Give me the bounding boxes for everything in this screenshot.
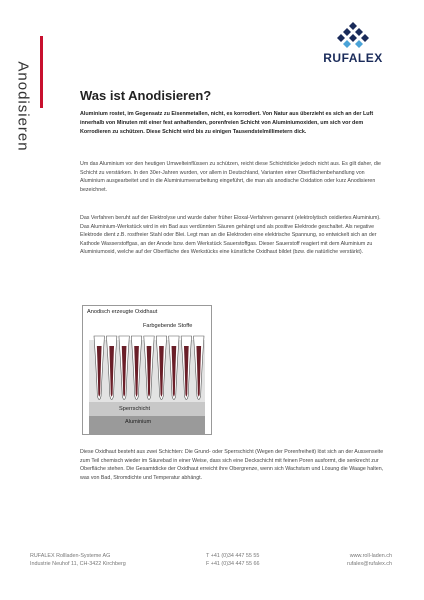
paragraph-3: Diese Oxidhaut besteht aus zwei Schichten: Die Grund- oder Sperrschicht (Wegen der Porenfreiheit) löst sich an der Aussenseite zum Teil chemisch wieder im Säurebad in einer Weise, dass sich eine Deckschicht mit feinen Poren ausformt, die senkrecht zur Oberfläche stehen. Die Gesamtdicke der Oxidhaut erreicht ihre Obergrenze, wenn sich Wachstum und Lösung die Waage halten, was von Bad, Stromdichte und Temperatur abhängt. (80, 449, 384, 481)
brand-name: RUFALEX (323, 51, 383, 65)
label-oxide-skin: Anodisch erzeugte Oxidhaut (87, 309, 158, 315)
footer-fax: F +41 (0)34 447 55 66 (206, 561, 260, 568)
page-title: Was ist Anodisieren? (80, 88, 212, 103)
lead-paragraph: Aluminium rostet, im Gegensatz zu Eisenmetallen, nicht, es korrodiert. Von Natur aus überzieht es sich an der Luft innerhalb von Minuten mit einer fest anhaftenden, porenfreien Schicht von Aluminiumoxiden, um sich vor dem Korrodieren zu schützen. Diese Schicht wird bis zu einigen Tausendstelmillimetern dick. (80, 111, 374, 135)
accent-bar (40, 36, 43, 108)
footer-contact (206, 552, 260, 569)
footer-phone: T +41 (0)34 447 55 55 (206, 553, 260, 559)
label-dyes: Farbgebende Stoffe (143, 323, 193, 329)
logo-mark-icon (333, 20, 373, 50)
footer-email-link[interactable]: rufalex@rufalex.ch (346, 561, 392, 568)
oxide-layer-diagram (82, 305, 212, 435)
footer-address (30, 552, 126, 569)
footer-company: RUFALEX Rollladen-Systeme AG (30, 553, 111, 559)
sidebar-title: Anodisieren (14, 61, 32, 152)
footer-links (300, 552, 392, 569)
label-aluminium: Aluminium (125, 419, 152, 425)
footer-web-link[interactable]: www.roll-laden.ch (349, 553, 392, 559)
label-barrier-layer: Sperrschicht (119, 406, 151, 412)
paragraph-1: Um das Aluminium vor den heutigen Umwelteinflüssen zu schützen, reicht diese Schichtdicke jedoch nicht aus. Es gilt daher, die Schicht zu verstärken. In den 30er-Jahren wurden, vor allem in Deutschland, Varianten einer Oberflächenbehandlung von Aluminium ausgearbeitet und in die Aluminiumverarbeitung eingeführt, die man als anodische Oxidation oder kurz Anodisieren bezeichnet. (80, 161, 381, 193)
paragraph-2: Das Verfahren beruht auf der Elektrolyse und wurde daher früher Eloxal-Verfahren genannt (elektrolytisch oxidiertes Aluminium). Das Aluminium-Werkstück wird in ein Bad aus verdünnten Säuren gehängt und als positive Elektrode geschaltet. Als negative Elektrode dient z.B. rostfreier Stahl oder Blei. Legt man an die Elektroden eine elektrische Spannung, so entwickelt sich an der Kathode Wasserstoffgas, an der Anode bzw. dem Werkstück Sauerstoffgas. Dieser Sauerstoff reagiert mit dem Aluminium zu Aluminiumoxid, welche auf der Oberfläche des Werkstücks eine künstliche Oxidhaut bildet (bzw. die natürliche verstärkt). (80, 215, 381, 256)
brand-logo (308, 20, 398, 65)
footer-street: Industrie Neuhof 11, CH-3422 Kirchberg (30, 561, 126, 568)
